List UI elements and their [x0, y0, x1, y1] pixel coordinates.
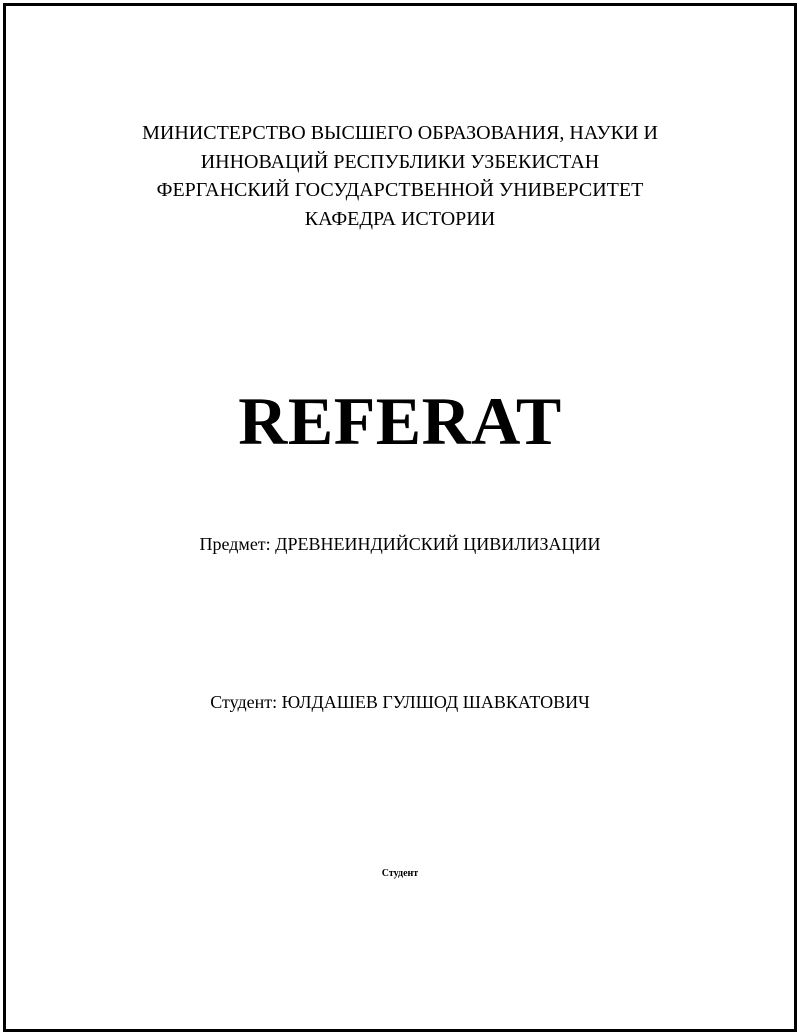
subject-line: [0, 532, 800, 556]
document-title: REFERAT: [238, 383, 562, 459]
student-label: Студент:: [210, 692, 278, 712]
department-line: КАФЕДРА ИСТОРИИ: [304, 207, 496, 230]
institution-header: [0, 119, 800, 233]
footer-label: Студент: [381, 868, 419, 879]
subject-value: ДРЕВНЕИНДИЙСКИЙ ЦИВИЛИЗАЦИИ: [275, 534, 601, 554]
university-line: ФЕРГАНСКИЙ ГОСУДАРСТВЕННОЙ УНИВЕРСИТЕТ: [156, 179, 644, 201]
ministry-line-2: ИННОВАЦИЙ РЕСПУБЛИКИ УЗБЕКИСТАН: [200, 150, 600, 173]
ministry-line-1: МИНИСТЕРСТВО ВЫСШЕГО ОБРАЗОВАНИЯ, НАУКИ И: [142, 122, 658, 144]
student-name: ЮЛДАШЕВ ГУЛШОД ШАВКАТОВИЧ: [281, 692, 590, 712]
student-line: [0, 690, 800, 714]
subject-label: Предмет:: [199, 534, 271, 554]
